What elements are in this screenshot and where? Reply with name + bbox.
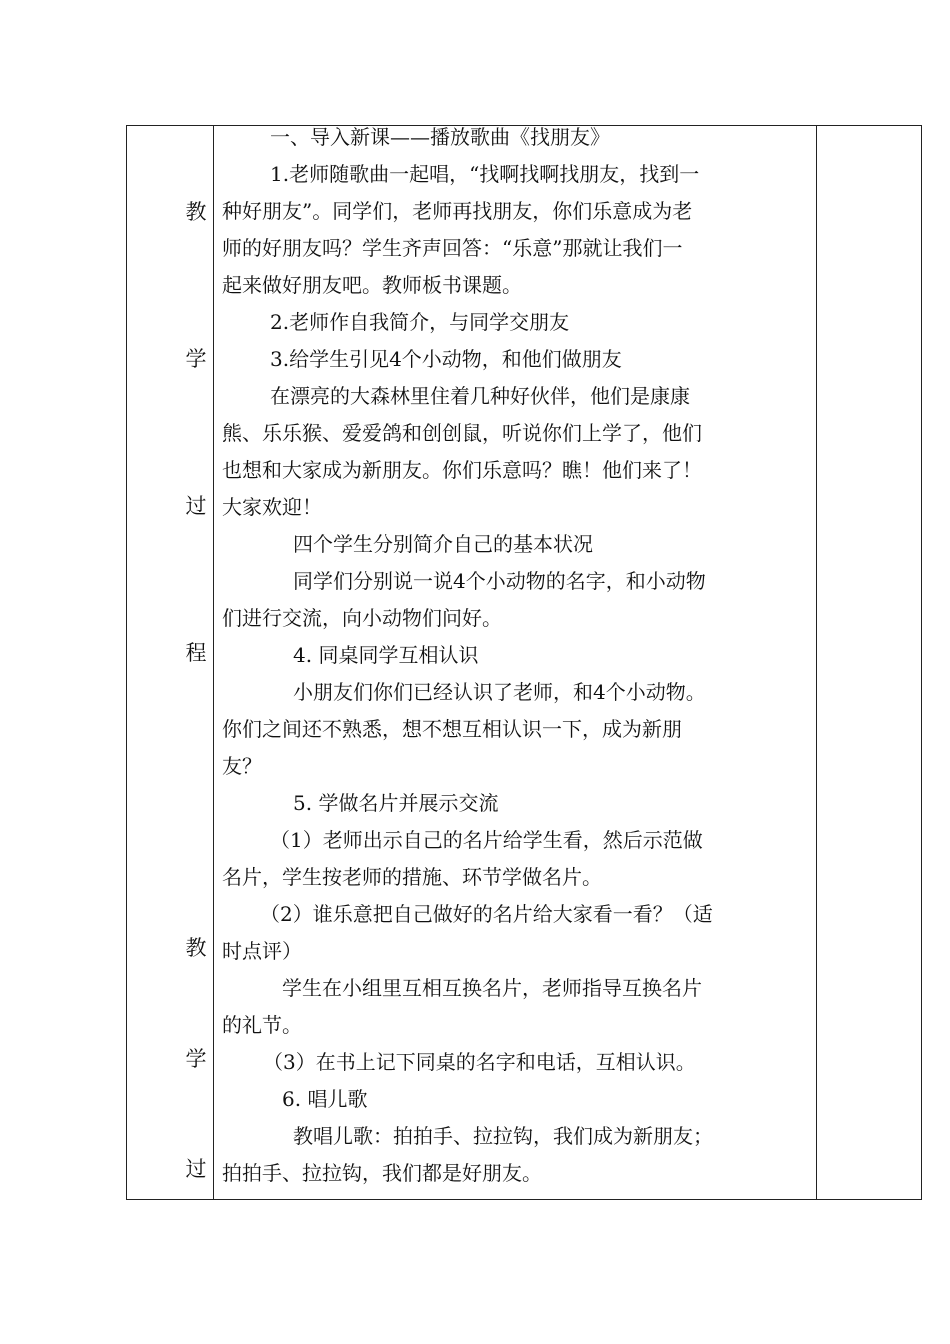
text-line: 小朋友们你们已经认识了老师，和4个小动物。 bbox=[293, 680, 706, 704]
text-line: 同学们分别说一说4个小动物的名字，和小动物 bbox=[293, 569, 706, 593]
text-line: 起来做好朋友吧。教师板书课题。 bbox=[222, 273, 522, 297]
text-line: 4. 同桌同学互相认识 bbox=[293, 643, 479, 667]
side-label-char: 教 bbox=[185, 936, 207, 960]
text-line: 熊、乐乐猴、爱爱鸽和创创鼠，听说你们上学了，他们 bbox=[222, 421, 702, 445]
side-label-char: 学 bbox=[185, 1047, 207, 1071]
column-divider-right bbox=[816, 126, 817, 1199]
text-line: （2）谁乐意把自己做好的名片给大家看一看？（适 bbox=[260, 902, 713, 926]
side-label-char: 程 bbox=[185, 641, 207, 665]
text-line: 们进行交流，向小动物们问好。 bbox=[222, 606, 502, 630]
text-line: 拍拍手、拉拉钩，我们都是好朋友。 bbox=[222, 1161, 542, 1185]
text-line: 四个学生分别简介自己的基本状况 bbox=[293, 532, 593, 556]
text-line: （3）在书上记下同桌的名字和电话，互相认识。 bbox=[263, 1050, 696, 1074]
text-line: 你们之间还不熟悉，想不想互相认识一下，成为新朋 bbox=[222, 717, 682, 741]
text-line: 种好朋友”。同学们，老师再找朋友，你们乐意成为老 bbox=[222, 199, 693, 223]
text-line: 1.老师随歌曲一起唱，“找啊找啊找朋友，找到一 bbox=[270, 162, 700, 186]
text-line: 名片，学生按老师的措施、环节学做名片。 bbox=[222, 865, 602, 889]
column-divider-left bbox=[213, 126, 214, 1199]
section-heading: 一、导入新课——播放歌曲《找朋友》 bbox=[270, 125, 610, 149]
text-line: 在漂亮的大森林里住着几种好伙伴，他们是康康 bbox=[270, 384, 690, 408]
text-line: 也想和大家成为新朋友。你们乐意吗？瞧！他们来了！ bbox=[222, 458, 702, 482]
text-line: 友？ bbox=[222, 754, 262, 778]
text-line: 3.给学生引见4个小动物，和他们做朋友 bbox=[270, 347, 622, 371]
text-line: （1）老师出示自己的名片给学生看，然后示范做 bbox=[270, 828, 703, 852]
text-line: 2.老师作自我简介，与同学交朋友 bbox=[270, 310, 570, 334]
side-label-char: 教 bbox=[185, 200, 207, 224]
text-line: 教唱儿歌：拍拍手、拉拉钩，我们成为新朋友； bbox=[293, 1124, 713, 1148]
text-line: 师的好朋友吗？学生齐声回答：“乐意”那就让我们一 bbox=[222, 236, 683, 260]
text-line: 时点评） bbox=[222, 939, 302, 963]
side-label-char: 学 bbox=[185, 347, 207, 371]
text-line: 大家欢迎！ bbox=[222, 495, 322, 519]
text-line: 5. 学做名片并展示交流 bbox=[293, 791, 499, 815]
text-line: 6. 唱儿歌 bbox=[282, 1087, 368, 1111]
text-line: 学生在小组里互相互换名片，老师指导互换名片 bbox=[282, 976, 702, 1000]
side-label-char: 过 bbox=[185, 494, 207, 518]
side-label-char: 过 bbox=[185, 1157, 207, 1181]
text-line: 的礼节。 bbox=[222, 1013, 302, 1037]
